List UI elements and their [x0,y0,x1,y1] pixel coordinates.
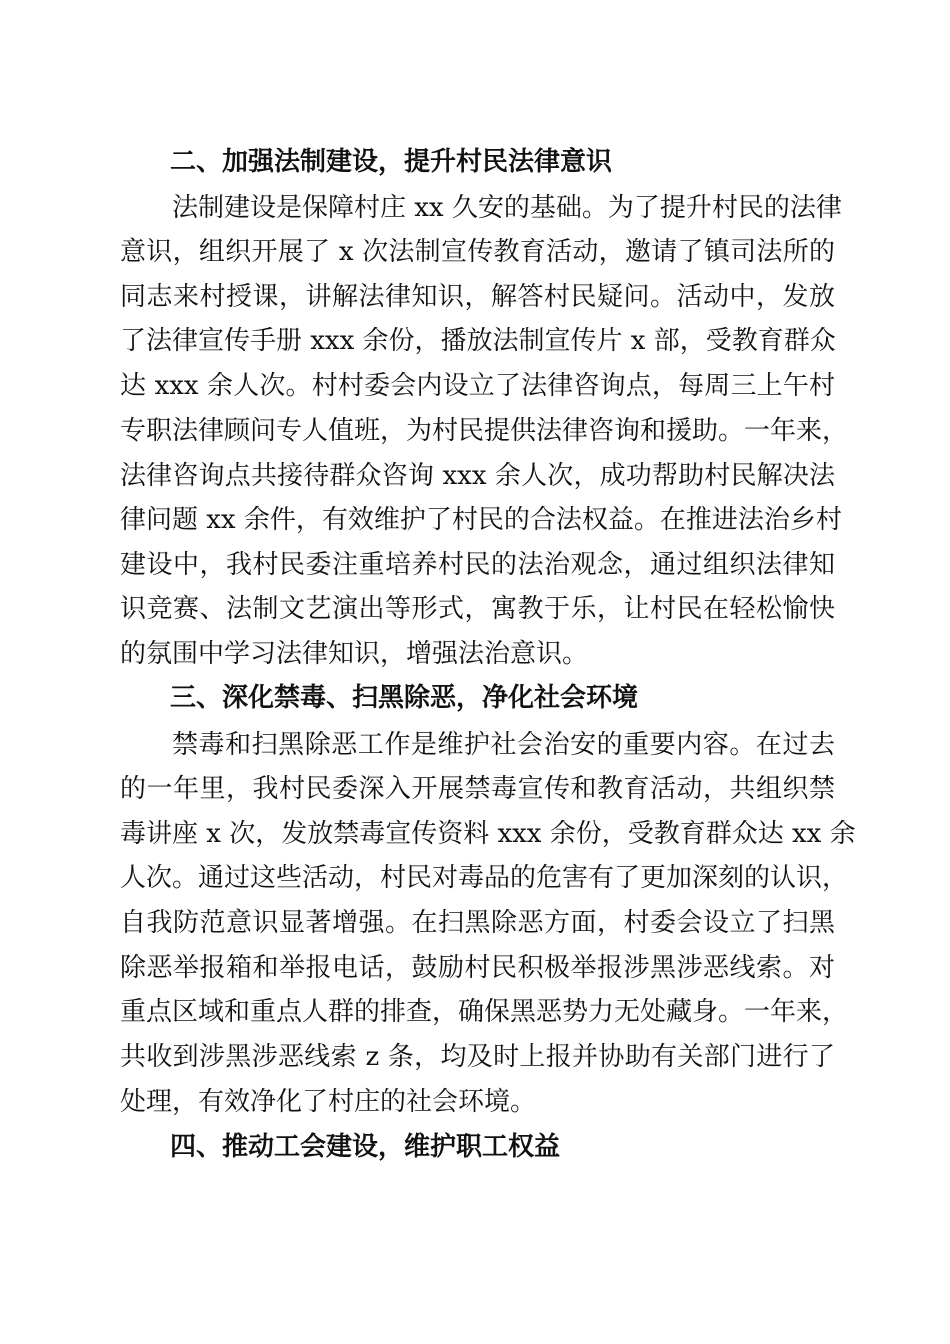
paragraph-line: 法制建设是保障村庄 xx 久安的基础。为了提升村民的法律 [172,193,842,223]
paragraph-line: 意识，组织开展了 x 次法制宣传教育活动，邀请了镇司法所的 [120,237,835,267]
paragraph-line: 的氛围中学习法律知识，增强法治意识。 [120,639,589,669]
paragraph-line: 自我防范意识显著增强。在扫黑除恶方面，村委会设立了扫黑 [120,908,835,938]
paragraph-line: 人次。通过这些活动，村民对毒品的危害有了更加深刻的认识， [120,863,849,893]
section-heading: 二、加强法制建设，提升村民法律意识 [170,147,613,177]
paragraph-line: 的一年里，我村民委深入开展禁毒宣传和教育活动，共组织禁 [120,774,835,804]
paragraph-line: 识竞赛、法制文艺演出等形式，寓教于乐，让村民在轻松愉快 [120,594,835,624]
paragraph-line: 了法律宣传手册 xxx 余份，播放法制宣传片 x 部，受教育群众 [120,326,836,356]
paragraph-line: 达 xxx 余人次。村村委会内设立了法律咨询点，每周三上午村 [120,371,835,401]
paragraph-line: 重点区域和重点人群的排查，确保黑恶势力无处藏身。一年来， [120,997,849,1027]
paragraph-line: 禁毒和扫黑除恶工作是维护社会治安的重要内容。在过去 [172,730,835,760]
paragraph-line: 建设中，我村民委注重培养村民的法治观念，通过组织法律知 [120,550,835,580]
section-heading: 三、深化禁毒、扫黑除恶，净化社会环境 [170,683,639,713]
paragraph-line: 除恶举报箱和举报电话，鼓励村民积极举报涉黑涉恶线索。对 [120,953,835,983]
paragraph-line: 律问题 xx 余件，有效维护了村民的合法权益。在推进法治乡村 [120,505,842,535]
paragraph-line: 专职法律顾问专人值班，为村民提供法律咨询和援助。一年来， [120,416,849,446]
section-heading: 四、推动工会建设，维护职工权益 [170,1132,561,1162]
paragraph-line: 共收到涉黑涉恶线索 z 条，均及时上报并协助有关部门进行了 [120,1042,835,1072]
paragraph-line: 处理，有效净化了村庄的社会环境。 [120,1087,537,1117]
paragraph-line: 同志来村授课，讲解法律知识，解答村民疑问。活动中，发放 [120,282,835,312]
paragraph-line: 毒讲座 x 次，发放禁毒宣传资料 xxx 余份，受教育群众达 xx 余 [120,819,856,849]
paragraph-line: 法律咨询点共接待群众咨询 xxx 余人次，成功帮助村民解决法 [120,461,835,491]
